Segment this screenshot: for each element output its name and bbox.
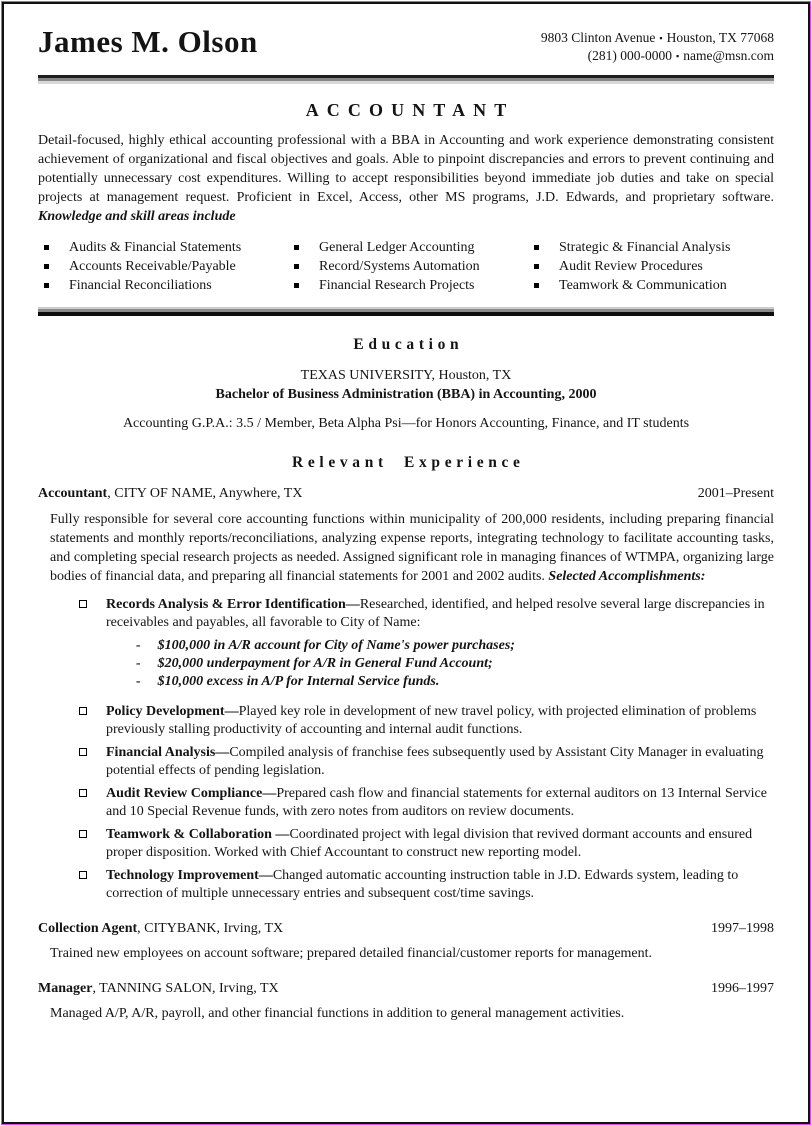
- square-bullet-icon: [534, 245, 539, 250]
- sub-accomplishment-item: [106, 637, 774, 655]
- accomplishment-item: [38, 826, 774, 862]
- square-separator-icon: ▪: [659, 33, 663, 43]
- skills-column-1: [38, 238, 288, 295]
- contact-block: [541, 24, 774, 65]
- profile-summary-emphasis: Knowledge and skill areas include: [38, 209, 236, 224]
- skill-label: Audit Review Procedures: [559, 259, 703, 274]
- sub-accomplishment-text: $10,000 excess in A/P for Internal Service funds.: [157, 674, 440, 689]
- accomplishment-text: Researched, identified, and helped resolve several large discrepancies in receivables and payables, all favorable to City of Name:: [106, 597, 765, 630]
- sub-accomplishment-item: [106, 655, 774, 673]
- job-summary-text: Fully responsible for several core accounting functions within municipality of 200,000 residents, including preparing financial statements and monthly reports/reconciliations, analyzing expense reports, integrating technology to facilitate accounting tasks, and completing special research projects as needed. Assigned significant role in managing finances of WTMPA, organizing large bodies of financial data, and preparing all financial statements for 2001 and 2002 audits.: [50, 512, 774, 584]
- accomplishment-body: [106, 826, 774, 862]
- contact-line-2: [541, 47, 774, 65]
- section-divider-rule: [38, 307, 774, 316]
- skill-label: Financial Reconciliations: [69, 278, 212, 293]
- hollow-square-bullet-icon: [79, 707, 87, 715]
- accomplishment-lead: Policy Development—: [106, 704, 239, 719]
- skill-item: [288, 238, 528, 257]
- skill-label: Strategic & Financial Analysis: [559, 240, 731, 255]
- square-bullet-icon: [44, 283, 49, 288]
- square-bullet-icon: [294, 283, 299, 288]
- accomplishment-body: [106, 867, 774, 903]
- accomplishment-body: [106, 703, 774, 739]
- job-dates: 2001–Present: [697, 486, 774, 501]
- contact-line-1: [541, 29, 774, 47]
- sub-accomplishment-text: $100,000 in A/R account for City of Name's power purchases;: [157, 638, 515, 653]
- skills-column-3: [528, 238, 774, 295]
- job-title-line: [38, 484, 302, 503]
- resume-content: [4, 4, 808, 1023]
- skills-column-2: [288, 238, 528, 295]
- accomplishment-text: Compiled analysis of franchise fees subsequently used by Assistant City Manager in evaluating potential effects of pending legislation.: [106, 745, 764, 778]
- skills-grid: [38, 238, 774, 295]
- accomplishment-item: [38, 744, 774, 780]
- profile-summary-text: Detail-focused, highly ethical accounting professional with a BBA in Accounting and work experience demonstrating consistent achievement of organizational and fiscal objectives and goals. Able to pinpoint discrepancies and errors to prevent continuing and potentially unnecessary cost expenditures. Willing to accept responsibilities beyond immediate job duties and take on special projects at management request. Proficient in Excel, Access, other MS programs, J.D. Edwards, and proprietary software.: [38, 133, 774, 205]
- job-location: , TANNING SALON, Irving, TX: [92, 981, 279, 996]
- skill-item: [288, 257, 528, 276]
- skill-item: [528, 257, 774, 276]
- job-header: [38, 484, 774, 503]
- sub-accomplishment-item: [106, 673, 774, 691]
- phone-number: (281) 000-0000: [587, 48, 672, 63]
- hollow-square-bullet-icon: [79, 830, 87, 838]
- job-title-line: [38, 919, 283, 938]
- candidate-name: James M. Olson: [38, 24, 258, 59]
- accomplishment-body: [106, 744, 774, 780]
- profile-title: ACCOUNTANT: [305, 100, 515, 120]
- accomplishment-lead: Audit Review Compliance—: [106, 786, 277, 801]
- dash-bullet-icon: -: [136, 674, 141, 689]
- accomplishment-body: [106, 596, 774, 698]
- sub-accomplishments-list: [106, 637, 774, 691]
- square-bullet-icon: [294, 264, 299, 269]
- skill-label: Record/Systems Automation: [319, 259, 480, 274]
- accomplishment-lead: Technology Improvement—: [106, 868, 273, 883]
- education-degree: Bachelor of Business Administration (BBA) in Accounting, 2000: [215, 387, 597, 402]
- hollow-square-bullet-icon: [79, 789, 87, 797]
- inner-border-frame: [2, 2, 810, 1124]
- street-address: 9803 Clinton Avenue: [540, 30, 656, 45]
- job-location: , CITYBANK, Irving, TX: [137, 921, 284, 936]
- job-title: Manager: [38, 981, 93, 996]
- accomplishments-list: [38, 596, 774, 903]
- job-header: [38, 919, 774, 938]
- hollow-square-bullet-icon: [79, 600, 87, 608]
- accomplishment-item: [38, 596, 774, 698]
- dash-bullet-icon: -: [136, 638, 141, 653]
- skill-label: Financial Research Projects: [319, 278, 475, 293]
- accomplishment-body: [106, 785, 774, 821]
- job-summary-emphasis: Selected Accomplishments:: [548, 569, 706, 584]
- square-separator-icon: ▪: [676, 51, 680, 61]
- hollow-square-bullet-icon: [79, 748, 87, 756]
- skill-item: [528, 276, 774, 295]
- job-summary: [50, 510, 774, 586]
- accomplishment-lead: Financial Analysis—: [106, 745, 230, 760]
- sub-accomplishment-text: $20,000 underpayment for A/R in General Fund Account;: [157, 656, 493, 671]
- accomplishment-item: [38, 867, 774, 903]
- email-address: name@msn.com: [683, 48, 774, 63]
- job-summary: Managed A/P, A/R, payroll, and other financial functions in addition to general management activities.: [50, 1006, 625, 1021]
- job-dates: 1996–1997: [711, 981, 774, 996]
- square-bullet-icon: [294, 245, 299, 250]
- experience-heading: Relevant Experience: [292, 454, 525, 471]
- square-bullet-icon: [44, 245, 49, 250]
- skill-label: Teamwork & Communication: [559, 278, 727, 293]
- hollow-square-bullet-icon: [79, 871, 87, 879]
- skill-label: General Ledger Accounting: [319, 240, 475, 255]
- skill-item: [38, 276, 288, 295]
- accomplishment-item: [38, 785, 774, 821]
- job-dates: 1997–1998: [711, 921, 774, 936]
- accomplishment-lead: Teamwork & Collaboration —: [106, 827, 290, 842]
- square-bullet-icon: [44, 264, 49, 269]
- skill-label: Audits & Financial Statements: [69, 240, 242, 255]
- skill-item: [38, 238, 288, 257]
- job-title: Collection Agent: [38, 921, 138, 936]
- job-header: [38, 979, 774, 998]
- skill-item: [288, 276, 528, 295]
- accomplishment-text: Prepared cash flow and financial statements for external auditors on 13 Internal Service and 10 Special Revenue funds, with zero notes from auditors on review documents.: [106, 786, 767, 819]
- profile-summary: [38, 131, 774, 226]
- accomplishment-text: Played key role in development of new travel policy, with projected elimination of problems previously stalling productivity of accounting and internal audit functions.: [106, 704, 757, 737]
- square-bullet-icon: [534, 283, 539, 288]
- square-bullet-icon: [534, 264, 539, 269]
- education-school: TEXAS UNIVERSITY, Houston, TX: [300, 368, 512, 383]
- job-location: , CITY OF NAME, Anywhere, TX: [107, 486, 303, 501]
- accomplishment-text: Coordinated project with legal division that revived dormant accounts and ensured proper disposition. Worked with Chief Accountant to construct new reporting model.: [106, 827, 753, 860]
- job-summary: Trained new employees on account software; prepared detailed financial/customer reports for management.: [50, 946, 653, 961]
- dash-bullet-icon: -: [136, 656, 141, 671]
- job-title: Accountant: [38, 486, 108, 501]
- accomplishment-item: [38, 703, 774, 739]
- accomplishment-lead: Records Analysis & Error Identification—: [106, 597, 360, 612]
- skill-item: [528, 238, 774, 257]
- skill-item: [38, 257, 288, 276]
- job-title-line: [38, 979, 279, 998]
- header-divider-rule: [38, 75, 774, 84]
- skill-label: Accounts Receivable/Payable: [69, 259, 236, 274]
- education-details: Accounting G.P.A.: 3.5 / Member, Beta Alpha Psi—for Honors Accounting, Finance, and IT students: [122, 416, 690, 431]
- education-heading: Education: [353, 336, 464, 353]
- city-state-zip: Houston, TX 77068: [666, 30, 774, 45]
- header: [38, 16, 774, 65]
- accomplishment-text: Changed automatic accounting instruction table in J.D. Edwards system, leading to correction of multiple unnecessary entries and subsequent cost/time savings.: [106, 868, 739, 901]
